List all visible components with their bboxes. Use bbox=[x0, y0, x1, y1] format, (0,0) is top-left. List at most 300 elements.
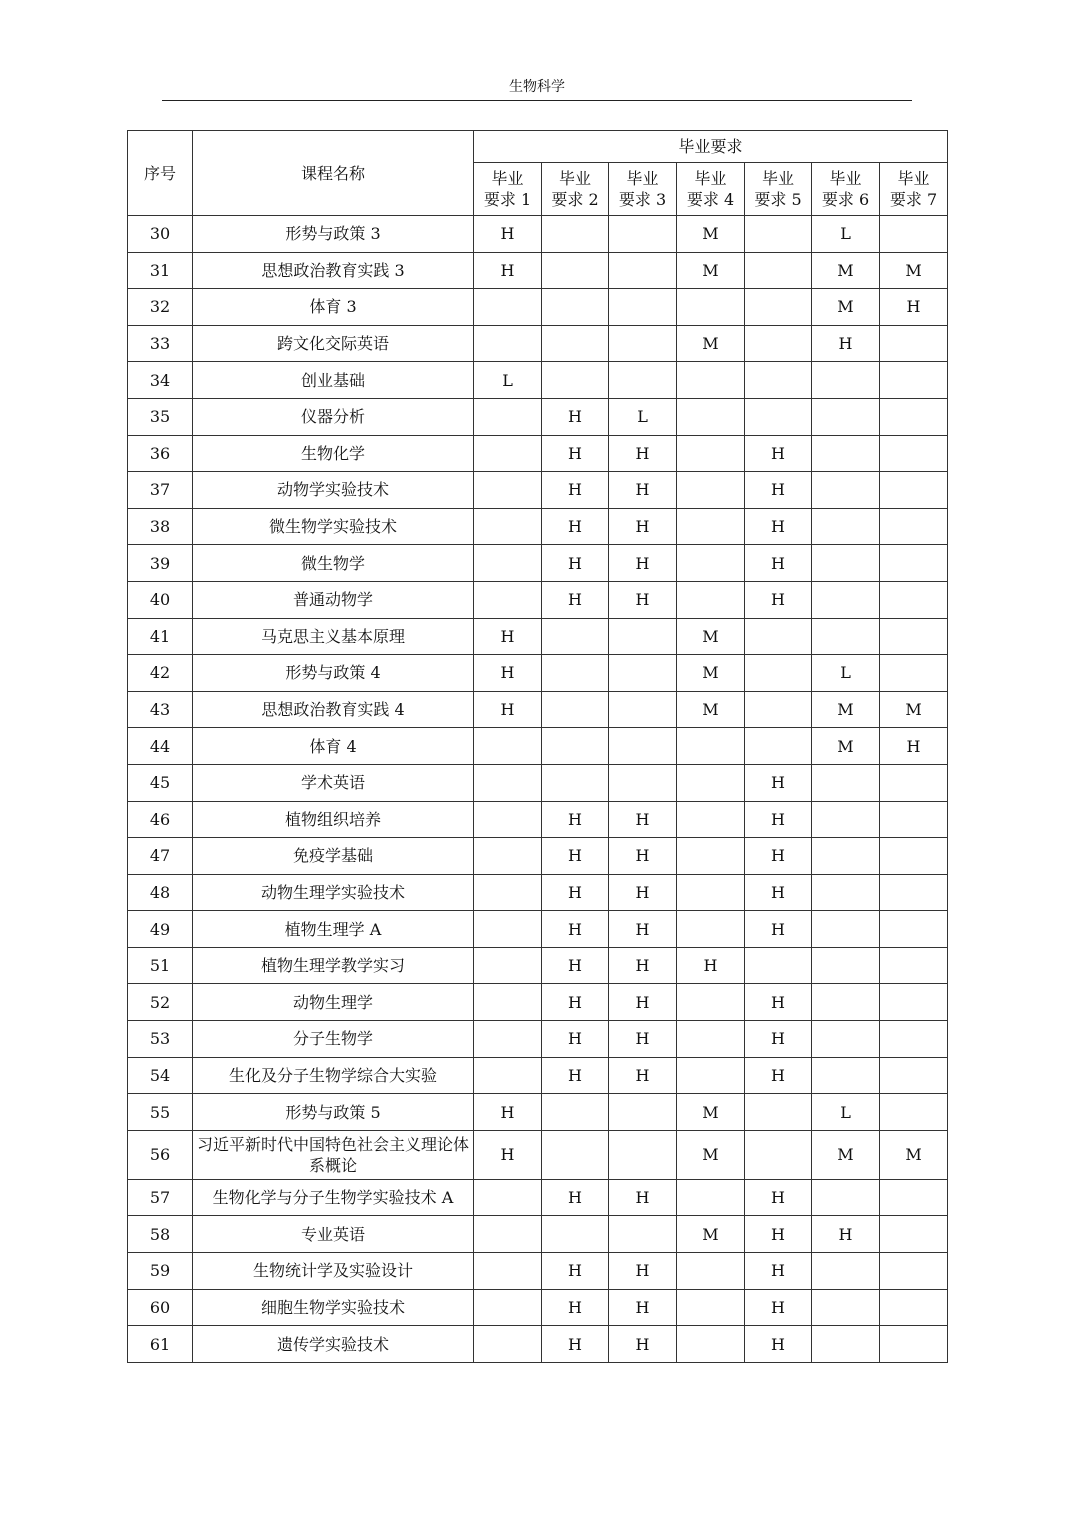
cell-requirement-2: H bbox=[542, 1179, 609, 1216]
cell-requirement-6 bbox=[812, 581, 880, 618]
table-row bbox=[128, 874, 948, 911]
cell-requirement-4 bbox=[677, 581, 745, 618]
cell-requirement-5 bbox=[745, 947, 812, 984]
cell-requirement-5: H bbox=[745, 1216, 812, 1253]
cell-requirement-2 bbox=[542, 728, 609, 765]
cell-requirement-3: H bbox=[609, 1326, 677, 1363]
table-row bbox=[128, 581, 948, 618]
cell-requirement-3 bbox=[609, 1216, 677, 1253]
cell-requirement-3 bbox=[609, 1094, 677, 1131]
cell-requirement-3: H bbox=[609, 472, 677, 509]
cell-requirement-6 bbox=[812, 1253, 880, 1290]
cell-course-name: 生物化学与分子生物学实验技术 A bbox=[193, 1179, 474, 1216]
cell-course-name: 思想政治教育实践 4 bbox=[193, 691, 474, 728]
cell-requirement-2 bbox=[542, 216, 609, 253]
cell-requirement-7 bbox=[880, 545, 948, 582]
cell-requirement-1 bbox=[474, 1253, 542, 1290]
cell-requirement-1 bbox=[474, 1179, 542, 1216]
cell-requirement-2: H bbox=[542, 472, 609, 509]
table-row bbox=[128, 801, 948, 838]
cell-requirement-5 bbox=[745, 1130, 812, 1179]
cell-course-name: 动物生理学实验技术 bbox=[193, 874, 474, 911]
cell-course-name: 形势与政策 5 bbox=[193, 1094, 474, 1131]
cell-requirement-3 bbox=[609, 216, 677, 253]
cell-requirement-3: H bbox=[609, 1057, 677, 1094]
table-row bbox=[128, 325, 948, 362]
cell-requirement-7 bbox=[880, 1021, 948, 1058]
cell-course-name: 生物统计学及实验设计 bbox=[193, 1253, 474, 1290]
cell-requirement-6 bbox=[812, 435, 880, 472]
cell-requirement-1 bbox=[474, 984, 542, 1021]
cell-requirement-5 bbox=[745, 362, 812, 399]
cell-requirement-2 bbox=[542, 252, 609, 289]
requirement-header-line1: 毕业 bbox=[829, 169, 862, 188]
cell-seq: 30 bbox=[128, 216, 193, 253]
cell-course-name: 生化及分子生物学综合大实验 bbox=[193, 1057, 474, 1094]
cell-requirement-2: H bbox=[542, 1326, 609, 1363]
cell-course-name: 习近平新时代中国特色社会主义理论体系概论 bbox=[193, 1130, 474, 1179]
cell-requirement-4 bbox=[677, 289, 745, 326]
cell-seq: 40 bbox=[128, 581, 193, 618]
cell-requirement-2: H bbox=[542, 1253, 609, 1290]
cell-requirement-7 bbox=[880, 216, 948, 253]
cell-requirement-5 bbox=[745, 398, 812, 435]
cell-requirement-5 bbox=[745, 1094, 812, 1131]
cell-requirement-7 bbox=[880, 984, 948, 1021]
cell-requirement-6 bbox=[812, 984, 880, 1021]
cell-requirement-1 bbox=[474, 435, 542, 472]
col-header-requirement-2 bbox=[542, 163, 609, 216]
cell-requirement-1: H bbox=[474, 618, 542, 655]
cell-requirement-2 bbox=[542, 764, 609, 801]
page-header bbox=[162, 74, 912, 101]
cell-requirement-3: H bbox=[609, 1289, 677, 1326]
cell-requirement-1 bbox=[474, 838, 542, 875]
cell-requirement-5: H bbox=[745, 1021, 812, 1058]
table-row bbox=[128, 911, 948, 948]
cell-requirement-6: M bbox=[812, 289, 880, 326]
cell-requirement-5 bbox=[745, 728, 812, 765]
cell-requirement-7 bbox=[880, 1179, 948, 1216]
cell-course-name: 植物生理学 A bbox=[193, 911, 474, 948]
cell-requirement-4 bbox=[677, 1057, 745, 1094]
cell-requirement-7 bbox=[880, 874, 948, 911]
cell-course-name: 动物生理学 bbox=[193, 984, 474, 1021]
cell-course-name: 跨文化交际英语 bbox=[193, 325, 474, 362]
cell-requirement-6 bbox=[812, 1179, 880, 1216]
cell-course-name: 细胞生物学实验技术 bbox=[193, 1289, 474, 1326]
cell-seq: 52 bbox=[128, 984, 193, 1021]
cell-requirement-6: H bbox=[812, 1216, 880, 1253]
requirement-header-line2: 要求 7 bbox=[889, 190, 938, 209]
cell-course-name: 体育 3 bbox=[193, 289, 474, 326]
requirement-header-line1: 毕业 bbox=[761, 169, 794, 188]
table-row bbox=[128, 435, 948, 472]
requirement-header-line1: 毕业 bbox=[626, 169, 659, 188]
cell-requirement-5: H bbox=[745, 435, 812, 472]
cell-requirement-3: H bbox=[609, 1021, 677, 1058]
cell-requirement-3 bbox=[609, 618, 677, 655]
cell-course-name: 免疫学基础 bbox=[193, 838, 474, 875]
cell-requirement-4 bbox=[677, 801, 745, 838]
cell-requirement-1 bbox=[474, 947, 542, 984]
cell-requirement-5: H bbox=[745, 874, 812, 911]
cell-requirement-2: H bbox=[542, 1289, 609, 1326]
cell-requirement-7: H bbox=[880, 289, 948, 326]
cell-course-name: 专业英语 bbox=[193, 1216, 474, 1253]
cell-requirement-1 bbox=[474, 508, 542, 545]
requirement-header-line1: 毕业 bbox=[558, 169, 591, 188]
cell-course-name: 微生物学 bbox=[193, 545, 474, 582]
cell-requirement-4: M bbox=[677, 325, 745, 362]
cell-requirement-7 bbox=[880, 764, 948, 801]
cell-requirement-1: H bbox=[474, 1130, 542, 1179]
cell-requirement-5: H bbox=[745, 984, 812, 1021]
cell-seq: 43 bbox=[128, 691, 193, 728]
cell-requirement-6 bbox=[812, 947, 880, 984]
requirement-header-line1: 毕业 bbox=[897, 169, 930, 188]
table-row bbox=[128, 1289, 948, 1326]
requirement-header-line1: 毕业 bbox=[694, 169, 727, 188]
cell-seq: 60 bbox=[128, 1289, 193, 1326]
cell-requirement-2: H bbox=[542, 1057, 609, 1094]
cell-requirement-3: H bbox=[609, 911, 677, 948]
cell-seq: 38 bbox=[128, 508, 193, 545]
cell-requirement-1 bbox=[474, 289, 542, 326]
cell-course-name: 动物学实验技术 bbox=[193, 472, 474, 509]
cell-requirement-7: M bbox=[880, 1130, 948, 1179]
cell-requirement-3 bbox=[609, 655, 677, 692]
cell-requirement-2 bbox=[542, 618, 609, 655]
cell-requirement-6 bbox=[812, 1057, 880, 1094]
cell-course-name: 学术英语 bbox=[193, 764, 474, 801]
cell-requirement-5: H bbox=[745, 838, 812, 875]
cell-course-name: 思想政治教育实践 3 bbox=[193, 252, 474, 289]
cell-requirement-3: H bbox=[609, 1253, 677, 1290]
cell-requirement-3 bbox=[609, 691, 677, 728]
cell-requirement-1: H bbox=[474, 216, 542, 253]
cell-requirement-2: H bbox=[542, 801, 609, 838]
cell-requirement-7 bbox=[880, 1326, 948, 1363]
cell-requirement-6: L bbox=[812, 216, 880, 253]
cell-requirement-5: H bbox=[745, 472, 812, 509]
cell-seq: 61 bbox=[128, 1326, 193, 1363]
table-row bbox=[128, 472, 948, 509]
cell-requirement-2 bbox=[542, 362, 609, 399]
cell-requirement-1: H bbox=[474, 655, 542, 692]
cell-requirement-7 bbox=[880, 801, 948, 838]
col-header-requirement-1 bbox=[474, 163, 542, 216]
cell-requirement-4 bbox=[677, 545, 745, 582]
cell-requirement-7 bbox=[880, 911, 948, 948]
cell-seq: 48 bbox=[128, 874, 193, 911]
table-row bbox=[128, 728, 948, 765]
table-row bbox=[128, 545, 948, 582]
cell-requirement-6: H bbox=[812, 325, 880, 362]
cell-seq: 54 bbox=[128, 1057, 193, 1094]
cell-requirement-2 bbox=[542, 655, 609, 692]
cell-requirement-1: H bbox=[474, 252, 542, 289]
cell-seq: 46 bbox=[128, 801, 193, 838]
col-header-course-name: 课程名称 bbox=[193, 131, 474, 216]
cell-requirement-4 bbox=[677, 508, 745, 545]
cell-requirement-4: M bbox=[677, 655, 745, 692]
cell-requirement-4: M bbox=[677, 252, 745, 289]
cell-requirement-6 bbox=[812, 911, 880, 948]
cell-requirement-5 bbox=[745, 618, 812, 655]
cell-requirement-4 bbox=[677, 1253, 745, 1290]
cell-requirement-5 bbox=[745, 216, 812, 253]
col-header-requirement-6 bbox=[812, 163, 880, 216]
cell-requirement-7: M bbox=[880, 252, 948, 289]
cell-requirement-4 bbox=[677, 838, 745, 875]
cell-requirement-2: H bbox=[542, 1021, 609, 1058]
table-row bbox=[128, 1130, 948, 1179]
cell-requirement-6 bbox=[812, 1289, 880, 1326]
cell-requirement-2: H bbox=[542, 508, 609, 545]
requirement-header-line2: 要求 3 bbox=[618, 190, 667, 209]
table-row bbox=[128, 252, 948, 289]
cell-requirement-2: H bbox=[542, 947, 609, 984]
cell-requirement-1 bbox=[474, 545, 542, 582]
cell-requirement-4: M bbox=[677, 691, 745, 728]
cell-requirement-6 bbox=[812, 398, 880, 435]
cell-requirement-6 bbox=[812, 764, 880, 801]
cell-requirement-5: H bbox=[745, 911, 812, 948]
cell-course-name: 形势与政策 3 bbox=[193, 216, 474, 253]
cell-requirement-3: H bbox=[609, 435, 677, 472]
cell-seq: 59 bbox=[128, 1253, 193, 1290]
cell-requirement-7 bbox=[880, 1094, 948, 1131]
cell-requirement-7 bbox=[880, 1289, 948, 1326]
cell-seq: 39 bbox=[128, 545, 193, 582]
cell-requirement-2: H bbox=[542, 984, 609, 1021]
cell-requirement-1 bbox=[474, 874, 542, 911]
cell-requirement-3 bbox=[609, 325, 677, 362]
cell-requirement-1: H bbox=[474, 691, 542, 728]
cell-course-name: 普通动物学 bbox=[193, 581, 474, 618]
cell-requirement-7: M bbox=[880, 691, 948, 728]
cell-requirement-6: M bbox=[812, 252, 880, 289]
cell-seq: 31 bbox=[128, 252, 193, 289]
requirement-header-line2: 要求 5 bbox=[754, 190, 802, 209]
cell-seq: 53 bbox=[128, 1021, 193, 1058]
cell-requirement-4: H bbox=[677, 947, 745, 984]
cell-course-name: 植物生理学教学实习 bbox=[193, 947, 474, 984]
cell-course-name: 马克思主义基本原理 bbox=[193, 618, 474, 655]
cell-requirement-1 bbox=[474, 801, 542, 838]
cell-course-name: 形势与政策 4 bbox=[193, 655, 474, 692]
cell-requirement-5 bbox=[745, 252, 812, 289]
cell-course-name: 生物化学 bbox=[193, 435, 474, 472]
cell-requirement-4: M bbox=[677, 216, 745, 253]
cell-requirement-2: H bbox=[542, 581, 609, 618]
cell-requirement-4: M bbox=[677, 1216, 745, 1253]
cell-requirement-2 bbox=[542, 289, 609, 326]
cell-requirement-7 bbox=[880, 472, 948, 509]
cell-requirement-4 bbox=[677, 764, 745, 801]
cell-requirement-4: M bbox=[677, 618, 745, 655]
table-row bbox=[128, 216, 948, 253]
cell-requirement-7 bbox=[880, 838, 948, 875]
col-header-grad-requirements: 毕业要求 bbox=[474, 131, 948, 163]
cell-requirement-5: H bbox=[745, 1253, 812, 1290]
cell-requirement-6: M bbox=[812, 1130, 880, 1179]
cell-requirement-3: H bbox=[609, 1179, 677, 1216]
col-header-requirement-5 bbox=[745, 163, 812, 216]
table-row bbox=[128, 1326, 948, 1363]
cell-seq: 42 bbox=[128, 655, 193, 692]
cell-requirement-2: H bbox=[542, 874, 609, 911]
cell-requirement-4: M bbox=[677, 1094, 745, 1131]
cell-requirement-6 bbox=[812, 508, 880, 545]
cell-requirement-6 bbox=[812, 545, 880, 582]
cell-requirement-7 bbox=[880, 1253, 948, 1290]
cell-requirement-5: H bbox=[745, 801, 812, 838]
table-row bbox=[128, 691, 948, 728]
cell-requirement-1 bbox=[474, 728, 542, 765]
cell-requirement-2: H bbox=[542, 838, 609, 875]
cell-seq: 49 bbox=[128, 911, 193, 948]
cell-seq: 44 bbox=[128, 728, 193, 765]
cell-requirement-6 bbox=[812, 472, 880, 509]
table-row bbox=[128, 764, 948, 801]
cell-requirement-7 bbox=[880, 655, 948, 692]
cell-seq: 33 bbox=[128, 325, 193, 362]
cell-requirement-1 bbox=[474, 1021, 542, 1058]
cell-requirement-3 bbox=[609, 289, 677, 326]
cell-course-name: 遗传学实验技术 bbox=[193, 1326, 474, 1363]
cell-seq: 34 bbox=[128, 362, 193, 399]
col-header-requirement-4 bbox=[677, 163, 745, 216]
cell-seq: 45 bbox=[128, 764, 193, 801]
requirement-header-line2: 要求 2 bbox=[551, 190, 599, 209]
cell-requirement-2 bbox=[542, 691, 609, 728]
cell-requirement-5: H bbox=[745, 1057, 812, 1094]
col-header-requirement-3 bbox=[609, 163, 677, 216]
cell-requirement-5: H bbox=[745, 764, 812, 801]
cell-requirement-2: H bbox=[542, 398, 609, 435]
cell-requirement-5: H bbox=[745, 581, 812, 618]
cell-requirement-1 bbox=[474, 1057, 542, 1094]
cell-requirement-1: L bbox=[474, 362, 542, 399]
cell-requirement-4 bbox=[677, 728, 745, 765]
cell-requirement-1 bbox=[474, 764, 542, 801]
cell-requirement-4 bbox=[677, 984, 745, 1021]
cell-requirement-3 bbox=[609, 764, 677, 801]
col-header-requirement-7 bbox=[880, 163, 948, 216]
cell-seq: 32 bbox=[128, 289, 193, 326]
table-row bbox=[128, 508, 948, 545]
cell-requirement-3 bbox=[609, 728, 677, 765]
cell-requirement-6 bbox=[812, 1326, 880, 1363]
cell-seq: 36 bbox=[128, 435, 193, 472]
cell-course-name: 分子生物学 bbox=[193, 1021, 474, 1058]
cell-requirement-1 bbox=[474, 581, 542, 618]
cell-requirement-6 bbox=[812, 618, 880, 655]
cell-requirement-5: H bbox=[745, 1326, 812, 1363]
cell-requirement-2: H bbox=[542, 435, 609, 472]
cell-requirement-7 bbox=[880, 508, 948, 545]
table-row bbox=[128, 1021, 948, 1058]
cell-requirement-3: H bbox=[609, 508, 677, 545]
curriculum-matrix-table bbox=[127, 130, 948, 1363]
table-row bbox=[128, 838, 948, 875]
cell-requirement-5 bbox=[745, 325, 812, 362]
cell-requirement-2 bbox=[542, 325, 609, 362]
cell-requirement-7: H bbox=[880, 728, 948, 765]
table-row bbox=[128, 1179, 948, 1216]
cell-requirement-3: H bbox=[609, 838, 677, 875]
cell-requirement-3: H bbox=[609, 947, 677, 984]
cell-course-name: 创业基础 bbox=[193, 362, 474, 399]
table-row bbox=[128, 398, 948, 435]
cell-requirement-2: H bbox=[542, 911, 609, 948]
cell-seq: 55 bbox=[128, 1094, 193, 1131]
cell-requirement-7 bbox=[880, 618, 948, 655]
cell-requirement-4 bbox=[677, 398, 745, 435]
cell-requirement-1 bbox=[474, 472, 542, 509]
cell-requirement-5: H bbox=[745, 1179, 812, 1216]
table-row bbox=[128, 947, 948, 984]
cell-requirement-1 bbox=[474, 398, 542, 435]
cell-requirement-5: H bbox=[745, 545, 812, 582]
cell-course-name: 体育 4 bbox=[193, 728, 474, 765]
cell-requirement-1 bbox=[474, 325, 542, 362]
cell-requirement-4 bbox=[677, 911, 745, 948]
header-title: 生物科学 bbox=[509, 79, 565, 95]
cell-requirement-4 bbox=[677, 1326, 745, 1363]
cell-requirement-4: M bbox=[677, 1130, 745, 1179]
cell-requirement-6: M bbox=[812, 728, 880, 765]
requirement-header-line2: 要求 6 bbox=[821, 190, 870, 209]
cell-seq: 41 bbox=[128, 618, 193, 655]
cell-requirement-4 bbox=[677, 472, 745, 509]
cell-requirement-3: H bbox=[609, 581, 677, 618]
cell-requirement-1 bbox=[474, 1289, 542, 1326]
cell-requirement-6 bbox=[812, 874, 880, 911]
cell-seq: 56 bbox=[128, 1130, 193, 1179]
cell-requirement-7 bbox=[880, 1216, 948, 1253]
cell-requirement-4 bbox=[677, 1179, 745, 1216]
table-row bbox=[128, 1094, 948, 1131]
cell-requirement-2: H bbox=[542, 545, 609, 582]
table-row bbox=[128, 655, 948, 692]
col-header-seq: 序号 bbox=[128, 131, 193, 216]
cell-requirement-3: L bbox=[609, 398, 677, 435]
cell-seq: 58 bbox=[128, 1216, 193, 1253]
cell-requirement-3: H bbox=[609, 874, 677, 911]
cell-requirement-5: H bbox=[745, 1289, 812, 1326]
cell-requirement-3: H bbox=[609, 801, 677, 838]
cell-requirement-7 bbox=[880, 435, 948, 472]
table-row bbox=[128, 618, 948, 655]
cell-requirement-2 bbox=[542, 1094, 609, 1131]
table-row bbox=[128, 362, 948, 399]
cell-seq: 35 bbox=[128, 398, 193, 435]
cell-requirement-7 bbox=[880, 398, 948, 435]
cell-course-name: 植物组织培养 bbox=[193, 801, 474, 838]
requirement-header-line2: 要求 4 bbox=[686, 190, 735, 209]
cell-requirement-6: M bbox=[812, 691, 880, 728]
cell-requirement-4 bbox=[677, 1021, 745, 1058]
cell-requirement-6 bbox=[812, 838, 880, 875]
cell-requirement-7 bbox=[880, 947, 948, 984]
table-row bbox=[128, 1253, 948, 1290]
requirement-header-line2: 要求 1 bbox=[483, 190, 532, 209]
cell-requirement-3: H bbox=[609, 545, 677, 582]
cell-course-name: 仪器分析 bbox=[193, 398, 474, 435]
